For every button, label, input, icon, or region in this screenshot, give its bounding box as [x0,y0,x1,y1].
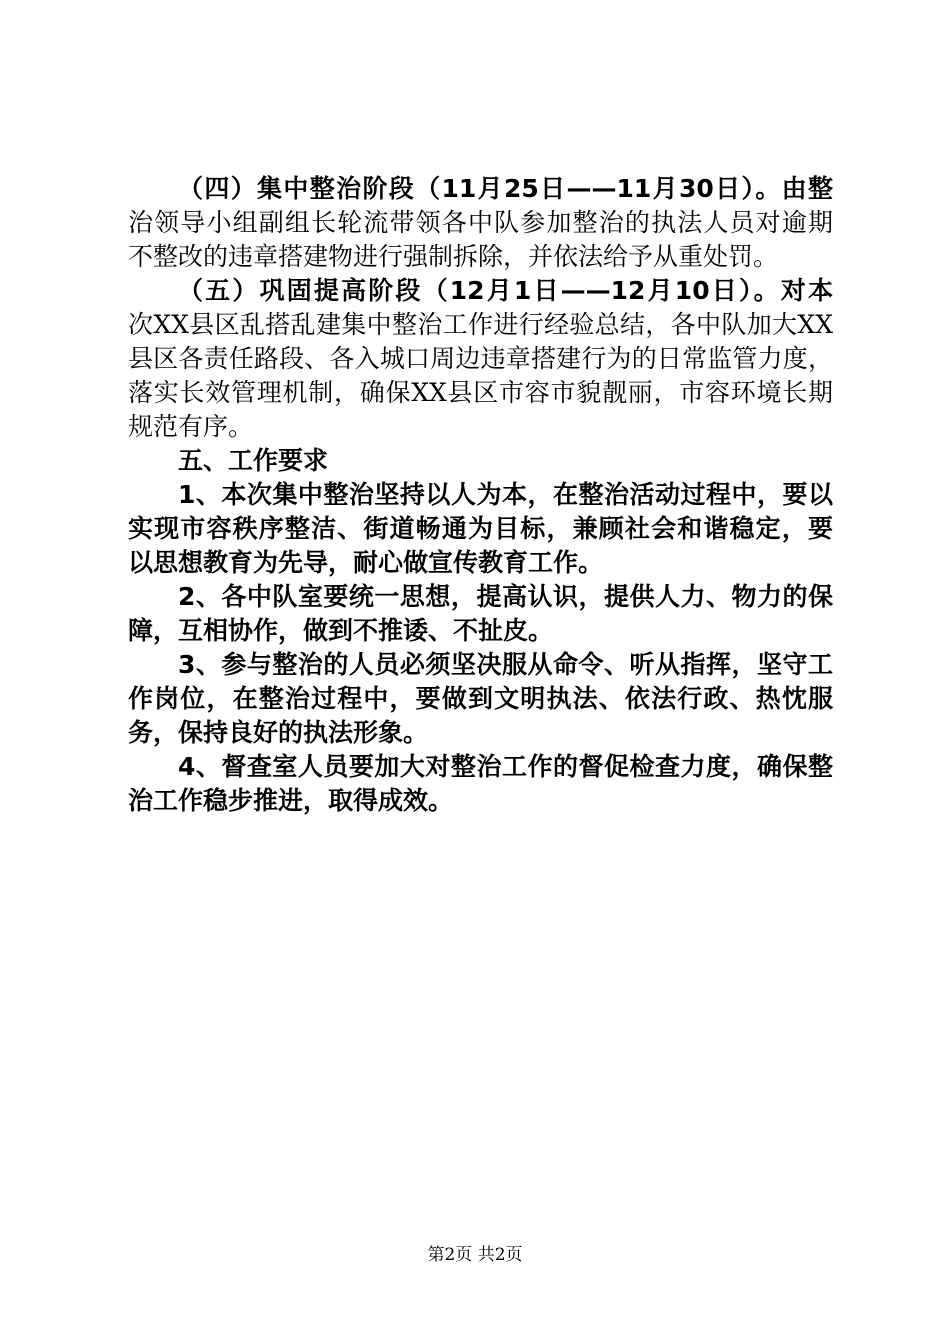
paragraph-stage-4 [128,172,833,274]
paragraph-line: 实现市容秩序整洁、街道畅通为目标，兼顾社会和谐稳定，要 [128,514,833,543]
section-heading: 五、工作要求 [178,446,329,475]
page-footer [0,1243,950,1267]
paragraph-line: 2、各中队室要统一思想，提高认识，提供人力、物力的保 [178,582,833,611]
paragraph-line: 县区各责任路段、各入城口周边违章搭建行为的日常监管力度， [128,344,833,373]
paragraph-requirement-1 [128,478,833,580]
paragraph-requirement-2 [128,580,833,648]
paragraph-line: 务，保持良好的执法形象。 [128,718,429,747]
document-body [128,172,833,818]
section-heading-requirements [128,444,833,478]
paragraph-line: 不整改的违章搭建物进行强制拆除，并依法给予从重处罚。 [128,242,779,271]
paragraph-line: 规范有序。 [128,412,254,441]
paragraph-line: 障，互相协作，做到不推诿、不扯皮。 [128,616,554,645]
page-number-label: 第2页 共2页 [427,1245,523,1265]
paragraph-line: 以思想教育为先导，耐心做宣传教育工作。 [128,548,604,577]
paragraph-line: 4、督查室人员要加大对整治工作的督促检查力度，确保整 [178,752,833,781]
paragraph-line: 治工作稳步推进，取得成效。 [128,786,454,815]
paragraph-line: 1、本次集中整治坚持以人为本，在整治活动过程中，要以 [178,480,833,509]
paragraph-line: 3、参与整治的人员必须坚决服从命令、听从指挥，坚守工 [178,650,833,679]
paragraph-requirement-3 [128,648,833,750]
paragraph-line: （五）巩固提高阶段（12月1日——12月10日）。对本 [178,276,833,305]
paragraph-stage-5 [128,274,833,444]
paragraph-line: 次XX县区乱搭乱建集中整治工作进行经验总结，各中队加大XX [128,310,833,339]
paragraph-line: 治领导小组副组长轮流带领各中队参加整治的执法人员对逾期 [128,208,833,237]
paragraph-requirement-4 [128,750,833,818]
paragraph-line: （四）集中整治阶段（11月25日——11月30日）。由整 [178,174,833,203]
paragraph-line: 作岗位，在整治过程中，要做到文明执法、依法行政、热忱服 [128,684,833,713]
paragraph-line: 落实长效管理机制，确保XX县区市容市貌靓丽，市容环境长期 [128,378,833,407]
